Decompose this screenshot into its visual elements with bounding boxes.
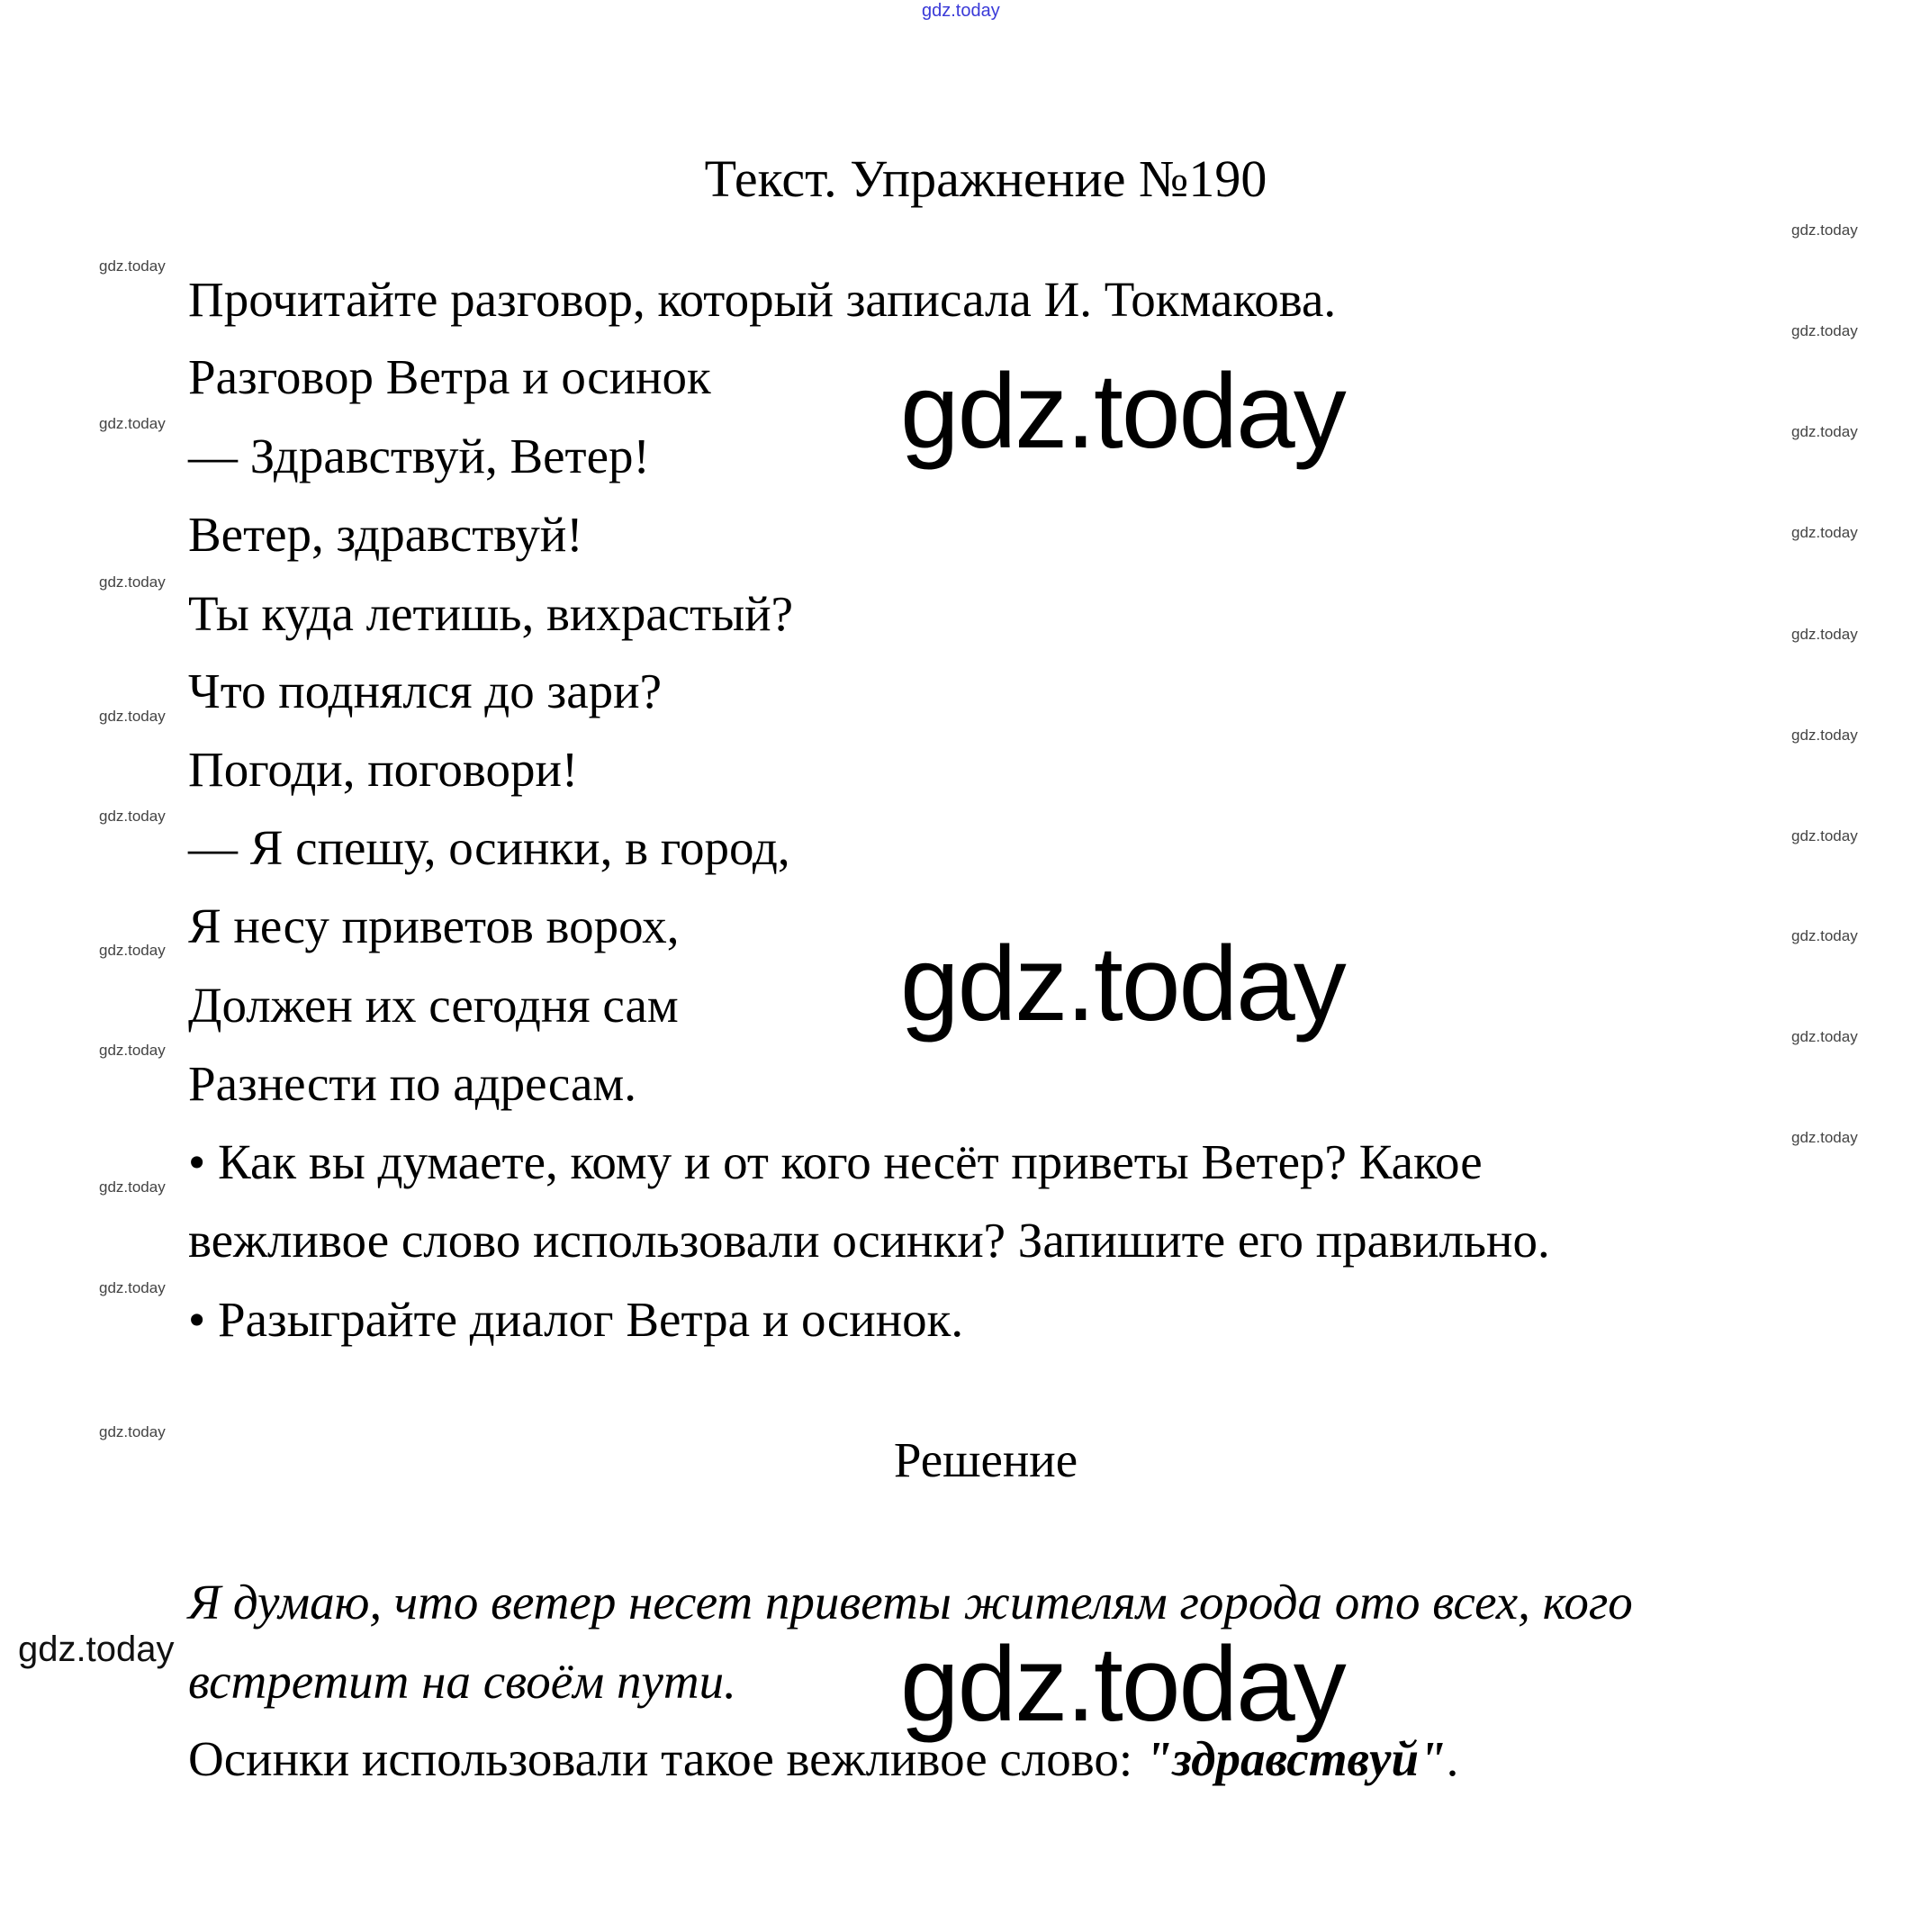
watermark: gdz.today [1791,927,1858,944]
page-title: Текст. Упражнение №190 [704,149,1267,208]
watermark: gdz.today [99,1279,166,1296]
exercise-line: • Как вы думаете, кому и от кого несёт приветы Ветер? Какое [188,1134,1483,1189]
exercise-line: Разговор Ветра и осинок [188,349,711,404]
exercise-line: Что поднялся до зари? [188,664,662,718]
answer-word: "здравствуй" [1144,1731,1447,1786]
watermark: gdz.today [1791,1028,1858,1045]
solution-line-1: Я думаю, что ветер несет приветы жителям города ото всех, кого [188,1575,1633,1630]
watermark: gdz.today [99,1423,166,1440]
watermark: gdz.today [18,1630,175,1669]
exercise-line: Прочитайте разговор, который записала И. Токмакова. [188,272,1337,327]
watermark: gdz.today [1791,423,1858,440]
solution-heading: Решение [893,1432,1078,1487]
exercise-line: Разнести по адресам. [188,1056,636,1111]
watermark: gdz.today [1791,727,1858,744]
solution-line-2: встретит на своём пути. [188,1654,736,1709]
exercise-line: вежливое слово использовали осинки? Запишите его правильно. [188,1213,1550,1268]
watermark: gdz.today [1791,322,1858,339]
watermark: gdz.today [900,925,1345,1043]
exercise-line: — Я спешу, осинки, в город, [188,820,790,875]
exercise-line: • Разыграйте диалог Ветра и осинок. [188,1292,964,1347]
watermark: gdz.today [99,808,166,825]
watermark: gdz.today [1791,626,1858,643]
watermark: gdz.today [99,257,166,275]
watermark: gdz.today [99,1042,166,1059]
watermark: gdz.today [900,1625,1345,1744]
exercise-line: Ветер, здравствуй! [188,507,583,562]
watermark: gdz.today [1791,1129,1858,1146]
watermark: gdz.today [99,1178,166,1196]
exercise-line: Я несу приветов ворох, [188,898,680,953]
exercise-line: Погоди, поговори! [188,742,579,797]
exercise-line: Должен их сегодня сам [188,978,679,1033]
watermark: gdz.today [99,942,166,959]
watermark: gdz.today [1791,827,1858,844]
exercise-line: — Здравствуй, Ветер! [188,429,650,483]
answer-suffix: . [1446,1731,1459,1786]
site-link[interactable]: gdz.today [922,1,1000,21]
watermark: gdz.today [1791,524,1858,541]
exercise-line: Ты куда летишь, вихрастый? [188,586,794,641]
watermark: gdz.today [900,352,1345,471]
watermark: gdz.today [1791,221,1858,239]
watermark: gdz.today [99,573,166,591]
watermark: gdz.today [99,708,166,725]
watermark: gdz.today [99,415,166,432]
answer-prefix: Осинки использовали такое вежливое слово: [188,1731,1145,1786]
